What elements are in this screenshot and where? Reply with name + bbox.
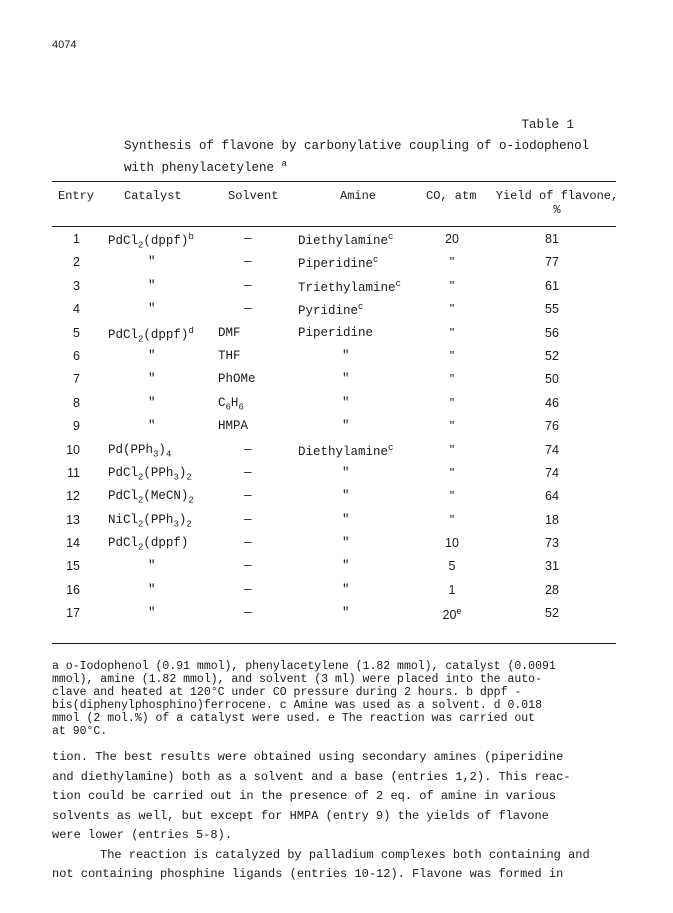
paragraph-1 (52, 748, 618, 846)
entry-cell: 5 (73, 325, 80, 340)
co-cell: 20e (442, 606, 462, 623)
yield-cell: 76 (545, 419, 559, 434)
co-cell: " (449, 442, 455, 457)
table-row (52, 255, 616, 278)
co-cell: 20 (445, 232, 459, 246)
solvent-cell: — (244, 232, 252, 246)
catalyst-subscript: 2 (186, 472, 192, 483)
co-cell: " (449, 325, 455, 340)
yield-cell: 31 (545, 559, 559, 574)
co-cell: " (449, 372, 455, 387)
entry-cell: 1 (73, 232, 80, 246)
footnote-line: clave and heated at 120°C under CO pressure during 2 hours. b dppf - (52, 686, 522, 699)
yield-cell: 77 (545, 255, 559, 270)
yield-cell: 81 (545, 232, 559, 246)
table-row (52, 536, 616, 559)
table-row (52, 396, 616, 419)
table-body (52, 232, 616, 630)
footnote-line: mmol (2 mol.%) of a catalyst were used. e The reaction was carried out (52, 712, 536, 725)
co-footnote-mark: e (456, 606, 462, 617)
amine-cell: " (342, 582, 350, 597)
catalyst-cell: " (148, 302, 156, 317)
entry-cell: 15 (66, 559, 80, 574)
catalyst-subscript: 2 (188, 495, 194, 506)
header-yield: Yield of flavone, % (495, 189, 619, 217)
table-header-rule (52, 226, 616, 227)
solvent-cell: — (244, 442, 252, 457)
table-row (52, 232, 616, 255)
yield-cell: 64 (545, 489, 559, 504)
entry-cell: 11 (67, 465, 80, 480)
co-cell: " (449, 302, 455, 317)
co-cell: " (449, 512, 455, 527)
yield-cell: 46 (545, 395, 559, 410)
solvent-cell: HMPA (218, 419, 249, 434)
table-row (52, 349, 616, 372)
footnote-line: a o-Iodophenol (0.91 mmol), phenylacetylene (1.82 mmol), catalyst (0.0091 (52, 660, 556, 673)
table-row (52, 606, 616, 629)
header-co: CO, atm (426, 189, 477, 203)
caption-footnote-mark: a (281, 159, 287, 169)
table-row (52, 583, 616, 606)
catalyst-cell: " (148, 582, 156, 597)
amine-footnote-mark: c (395, 278, 401, 289)
body-line: not containing phosphine ligands (entries 10-12). Flavone was formed in (52, 867, 564, 881)
amine-cell: Diethylamine$^c$ (298, 232, 394, 249)
table-row (52, 466, 616, 489)
solvent-subscript: 6 (225, 402, 231, 413)
amine-cell: " (342, 606, 350, 621)
catalyst-subscript: 2 (138, 240, 144, 251)
co-cell: " (449, 419, 455, 434)
catalyst-subscript: 2 (138, 334, 144, 345)
co-cell: " (449, 348, 455, 363)
co-cell: " (449, 395, 455, 410)
amine-cell: " (342, 372, 350, 387)
caption-line-1: Synthesis of flavone by carbonylative coupling of o-iodophenol (124, 139, 590, 153)
co-cell: 1 (448, 582, 456, 597)
body-text (52, 748, 618, 885)
solvent-cell: — (244, 278, 252, 293)
solvent-cell: — (244, 255, 252, 270)
entry-cell: 13 (66, 512, 80, 527)
catalyst-cell: PdCl$_2$(dppf)$^d$ (108, 325, 194, 345)
amine-cell: " (342, 348, 350, 363)
body-line: tion. The best results were obtained using secondary amines (piperidine (52, 750, 564, 764)
solvent-cell: THF (218, 348, 241, 363)
body-line: were lower (entries 5-8). (52, 828, 233, 842)
yield-cell: 56 (545, 325, 559, 340)
co-cell: " (449, 465, 455, 480)
entry-cell: 9 (73, 419, 80, 434)
catalyst-cell: " (148, 395, 156, 410)
co-cell: " (449, 255, 455, 270)
header-amine: Amine (340, 189, 377, 203)
solvent-cell: — (244, 465, 252, 480)
page-number: 4074 (52, 39, 77, 51)
table-row (52, 326, 616, 349)
yield-cell: 52 (545, 606, 559, 621)
solvent-cell: — (244, 489, 252, 504)
amine-cell: Piperidine (298, 325, 374, 340)
catalyst-cell: " (148, 419, 156, 434)
entry-cell: 17 (66, 606, 80, 621)
catalyst-subscript: 3 (173, 519, 179, 530)
amine-cell: " (342, 489, 350, 504)
body-line: and diethylamine) both as a solvent and a base (entries 1,2). This reac- (52, 769, 571, 784)
catalyst-cell: " (148, 606, 156, 621)
amine-footnote-mark: c (388, 232, 394, 242)
yield-cell: 55 (545, 302, 559, 317)
paragraph-2 (52, 846, 618, 885)
catalyst-subscript: 3 (173, 472, 179, 483)
entry-cell: 4 (73, 302, 80, 317)
solvent-cell: — (244, 302, 252, 317)
entry-cell: 8 (73, 395, 80, 410)
table-row (52, 559, 616, 582)
catalyst-cell: " (148, 559, 156, 574)
entry-cell: 2 (73, 255, 80, 270)
catalyst-cell: $PdCl_2(PPh_3)_2$ (108, 465, 192, 483)
amine-cell: " (342, 419, 350, 434)
solvent-subscript: 6 (238, 402, 244, 413)
yield-cell: 74 (545, 465, 559, 480)
yield-cell: 73 (545, 536, 559, 551)
solvent-cell: — (244, 606, 252, 621)
catalyst-subscript: 2 (138, 519, 144, 530)
amine-footnote-mark: c (388, 442, 394, 453)
co-cell: 10 (445, 536, 459, 551)
amine-cell: " (342, 465, 350, 480)
yield-cell: 28 (545, 582, 559, 597)
yield-cell: 74 (545, 442, 559, 457)
footnote-line: bis(diphenylphosphino)ferrocene. c Amine was used as a solvent. d 0.018 (52, 699, 542, 712)
amine-footnote-mark: c (358, 302, 364, 313)
footnote-line: at 90°C. (52, 725, 108, 738)
catalyst-cell: PdCl$_2$(dppf)$^b$ (108, 232, 194, 251)
co-cell: " (449, 489, 455, 504)
solvent-cell: — (244, 536, 252, 551)
solvent-cell: DMF (218, 325, 241, 340)
co-cell: " (449, 278, 455, 293)
catalyst-subscript: 2 (138, 495, 144, 506)
catalyst-cell: $PdCl_2(MeCN)_2$ (108, 489, 194, 506)
yield-cell: 61 (545, 278, 559, 293)
yield-cell: 18 (545, 512, 559, 527)
co-cell: 5 (448, 559, 456, 574)
entry-cell: 12 (66, 489, 80, 504)
catalyst-footnote-mark: b (188, 232, 194, 242)
amine-cell: Diethylamine$^c$ (298, 442, 394, 459)
table-row (52, 279, 616, 302)
catalyst-subscript: 2 (138, 542, 144, 553)
table-bottom-rule (52, 643, 616, 644)
catalyst-footnote-mark: d (188, 325, 194, 336)
catalyst-cell: " (148, 348, 156, 363)
solvent-cell: — (244, 512, 252, 527)
catalyst-cell: " (148, 372, 156, 387)
catalyst-subscript: 4 (165, 449, 172, 460)
header-catalyst: Catalyst (124, 189, 182, 203)
body-line: tion could be carried out in the presence of 2 eq. of amine in various (52, 789, 557, 803)
solvent-cell: PhOMe (218, 372, 256, 387)
amine-cell: Piperidine$^c$ (298, 255, 379, 272)
entry-cell: 16 (66, 582, 80, 597)
catalyst-cell: PdCl$_2$(dppf) (108, 536, 189, 553)
entry-cell: 14 (66, 536, 80, 551)
caption-line-2: with phenylacetylene $^a$ (124, 159, 287, 176)
table-row (52, 302, 616, 325)
table-label: Table 1 (521, 118, 574, 132)
catalyst-cell: " (148, 278, 156, 293)
catalyst-subscript: 3 (153, 449, 159, 460)
table-row (52, 419, 616, 442)
catalyst-subscript: 2 (138, 472, 144, 483)
table-row (52, 513, 616, 536)
catalyst-cell: $NiCl_2(PPh_3)_2$ (108, 512, 192, 530)
solvent-cell: — (244, 582, 252, 597)
header-solvent: Solvent (228, 189, 279, 203)
yield-cell: 50 (545, 372, 559, 387)
table-footnote (52, 660, 618, 738)
table-top-rule (52, 181, 616, 182)
solvent-cell: $C_6H_6$ (218, 395, 244, 413)
amine-footnote-mark: c (373, 255, 379, 266)
footnote-line: mmol), amine (1.82 mmol), and solvent (3 ml) were placed into the auto- (52, 673, 542, 686)
catalyst-cell: " (148, 255, 156, 270)
table-caption (124, 137, 604, 177)
entry-cell: 6 (73, 348, 80, 363)
catalyst-subscript: 2 (186, 519, 192, 530)
amine-cell: " (342, 536, 350, 551)
yield-cell: 52 (545, 348, 559, 363)
entry-cell: 3 (73, 278, 80, 293)
body-line: solvents as well, but except for HMPA (entry 9) the yields of flavone (52, 808, 549, 823)
solvent-cell: — (244, 559, 252, 574)
body-line: The reaction is catalyzed by palladium complexes both containing and (100, 847, 590, 862)
amine-cell: Pyridine$^c$ (298, 302, 364, 319)
catalyst-cell: $Pd(PPh_3)_4$ (108, 442, 172, 460)
table-row (52, 372, 616, 395)
table-row (52, 489, 616, 512)
amine-cell: Triethylamine$^c$ (298, 278, 401, 295)
amine-cell: " (342, 512, 350, 527)
header-entry: Entry (58, 189, 95, 203)
entry-cell: 10 (66, 442, 80, 457)
amine-cell: " (342, 395, 350, 410)
amine-cell: " (342, 559, 350, 574)
table-row (52, 443, 616, 466)
entry-cell: 7 (73, 372, 80, 387)
